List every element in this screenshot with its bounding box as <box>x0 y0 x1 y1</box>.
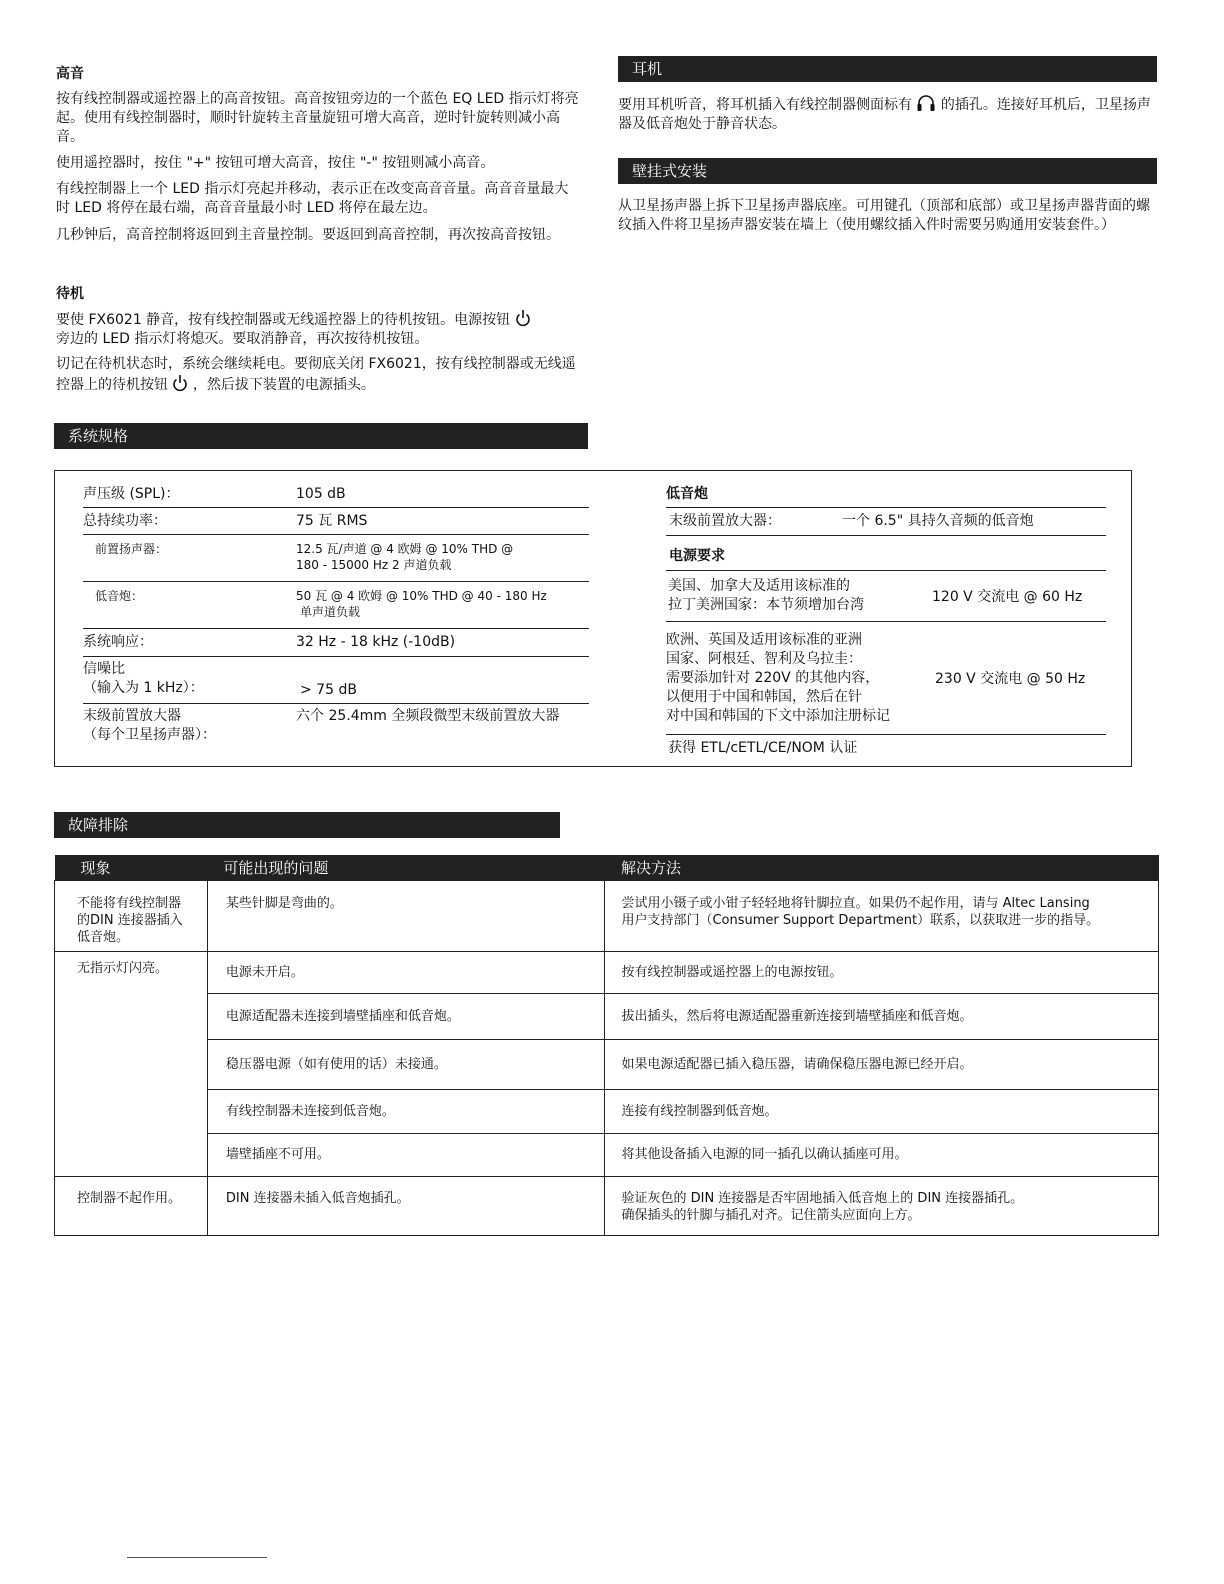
treble-paragraph-4: 几秒钟后，高音控制将返回到主音量控制。要返回到高音控制，再次按高音按钮。 <box>56 227 560 243</box>
us-label-line-2: 拉丁美洲国家：本节须增加台湾 <box>668 597 864 613</box>
subwoofer-value-line-2: 单声道负载 <box>300 605 361 619</box>
column-header-symptom: 现象 <box>55 855 208 881</box>
r4-solution: 如果电源适配器已插入稳压器，请确保稳压器电源已经开启。 <box>605 1040 1159 1090</box>
power-requirements-heading: 电源要求 <box>669 548 725 564</box>
r3-problem: 电源适配器未连接到墙壁插座和低音炮。 <box>207 994 605 1040</box>
troubleshooting-heading: 故障排除 <box>54 812 560 838</box>
column-header-problem: 可能出现的问题 <box>207 855 605 881</box>
eu-label-line-1: 欧洲、英国及适用该标准的亚洲 <box>666 632 862 648</box>
satellite-value-line-1: 12.5 瓦/声道 @ 4 欧姆 @ 10% THD @ <box>296 542 514 556</box>
r6-solution: 将其他设备插入电源的同一插孔以确认插座可用。 <box>605 1134 1159 1177</box>
r1-solution-line-2: 用户支持部门（Consumer Support Department）联系，以获取进一步的指导。 <box>621 913 1100 928</box>
r5-problem: 有线控制器未连接到低音炮。 <box>207 1090 605 1134</box>
r1-problem: 某些针脚是弯曲的。 <box>207 881 605 952</box>
standby-paragraph-2 <box>56 355 580 395</box>
spl-label: 声压级 (SPL)： <box>83 486 180 502</box>
standby-p2-part-a: 切记在待机状态时，系统会继续耗电。要彻底关闭 FX6021，按有线控制器或无线遥控器上的待机按钮 <box>56 356 576 393</box>
subwoofer-value-line-1: 50 瓦 @ 4 欧姆 @ 10% THD @ 40 - 180 Hz <box>296 589 547 603</box>
specs-heading: 系统规格 <box>54 423 588 449</box>
troubleshooting-table <box>54 855 1159 1236</box>
snr-value: > 75 dB <box>300 682 357 698</box>
r1-symptom-line-1: 不能将有线控制器 <box>77 896 182 911</box>
r1-solution-line-1: 尝试用小镊子或小钳子轻轻地将针脚拉直。如果仍不起作用，请与 Altec Lansing <box>621 896 1090 911</box>
r2-symptom: 无指示灯闪亮。 <box>55 952 208 1177</box>
snr-label-line-2: （输入为 1 kHz）： <box>83 680 204 696</box>
treble-paragraph-1: 按有线控制器或遥控器上的高音按钮。高音按钮旁边的一个蓝色 EQ LED 指示灯将亮起。使用有线控制器时，顺时针旋转主音量旋钮可增大高音，逆时针旋转则减小高音。 <box>56 91 579 145</box>
drivers-value: 六个 25.4mm 全频段微型末级前置放大器 <box>296 708 560 724</box>
drivers-label-line-1: 末级前置放大器 <box>83 708 181 724</box>
headphones-paragraph <box>618 94 1158 134</box>
headphones-p1-part-a: 要用耳机听音，将耳机插入有线控制器侧面标有 <box>618 97 912 113</box>
eu-label-line-4: 以便用于中国和韩国，然后在针 <box>666 689 862 705</box>
column-header-solution: 解决方法 <box>605 855 1159 881</box>
wall-mount-heading: 壁挂式安装 <box>618 158 1157 184</box>
r6-problem: 墙壁插座不可用。 <box>207 1134 605 1177</box>
standby-paragraph-1 <box>56 309 586 349</box>
headphones-heading: 耳机 <box>618 56 1157 82</box>
eu-label-line-2: 国家、阿根廷、智利及乌拉圭： <box>666 651 862 667</box>
eu-value: 230 V 交流电 @ 50 Hz <box>935 671 1086 687</box>
r3-solution: 拔出插头，然后将电源适配器重新连接到墙壁插座和低音炮。 <box>605 994 1159 1040</box>
r4-problem: 稳压器电源（如有使用的话）未接通。 <box>207 1040 605 1090</box>
satellite-value-line-2: 180 - 15000 Hz 2 声道负载 <box>296 558 452 572</box>
headphones-icon <box>916 94 936 112</box>
eu-label-line-5: 对中国和韩国的下文中添加注册标记 <box>666 708 890 724</box>
spl-value: 105 dB <box>296 486 346 502</box>
standby-p1-part-b: 旁边的 LED 指示灯将熄灭。要取消静音，再次按待机按钮。 <box>56 331 429 347</box>
total-power-value: 75 瓦 RMS <box>296 513 368 529</box>
standby-p2-part-b: ，然后拔下装置的电源插头。 <box>192 377 375 393</box>
satellite-label: 前置扬声器： <box>95 542 168 556</box>
table-cell <box>55 881 208 952</box>
drivers-label-line-2: （每个卫星扬声器）： <box>83 727 216 743</box>
response-label: 系统响应： <box>83 634 153 650</box>
r1-symptom-line-3: 低音炮。 <box>77 930 130 945</box>
woofer-value: 一个 6.5" 具持久音频的低音炮 <box>842 513 1034 529</box>
subwoofer-label: 低音炮： <box>95 589 144 603</box>
r5-solution: 连接有线控制器到低音炮。 <box>605 1090 1159 1134</box>
r7-solution-line-1: 验证灰色的 DIN 连接器是否牢固地插入低音炮上的 DIN 连接器插孔。 <box>621 1191 1024 1206</box>
certification: 获得 ETL/cETL/CE/NOM 认证 <box>668 740 858 756</box>
standby-heading: 待机 <box>56 286 84 302</box>
table-cell <box>605 881 1159 952</box>
us-label-line-1: 美国、加拿大及适用该标准的 <box>668 578 850 594</box>
r1-symptom-line-2: 的DIN 连接器插入 <box>77 913 183 928</box>
us-value: 120 V 交流电 @ 60 Hz <box>932 589 1083 605</box>
r7-symptom: 控制器不起作用。 <box>55 1177 208 1236</box>
snr-label-line-1: 信噪比 <box>83 661 125 677</box>
r2-solution: 按有线控制器或遥控器上的电源按钮。 <box>605 952 1159 994</box>
wall-mount-paragraph: 从卫星扬声器上拆下卫星扬声器底座。可用键孔（顶部和底部）或卫星扬声器背面的螺纹插入件将卫星扬声器安装在墙上（使用螺纹插入件时需要另购通用安装套件。） <box>618 198 1150 233</box>
treble-heading: 高音 <box>56 66 84 82</box>
power-icon <box>515 309 531 327</box>
headphones-p1-part-b: 的插孔。连接好耳机后，卫星扬声器及低音炮处于静音状态。 <box>618 97 1151 132</box>
treble-paragraph-3: 有线控制器上一个 LED 指示灯亮起并移动，表示正在改变高音音量。高音音量最大时 LED 将停在最右端，高音音量最小时 LED 将停在最左边。 <box>56 181 569 216</box>
r7-solution-line-2: 确保插头的针脚与插孔对齐。记住箭头应面向上方。 <box>621 1208 921 1223</box>
total-power-label: 总持续功率： <box>83 513 167 529</box>
table-cell <box>605 1177 1159 1236</box>
treble-paragraph-2: 使用遥控器时，按住 "+" 按钮可增大高音，按住 "-" 按钮则减小高音。 <box>56 155 495 171</box>
woofer-heading: 低音炮 <box>666 486 708 502</box>
standby-p1-part-a: 要使 FX6021 静音，按有线控制器或无线遥控器上的待机按钮。电源按钮 <box>56 312 511 328</box>
woofer-label: 末级前置放大器： <box>669 513 781 529</box>
footer-rule <box>127 1557 267 1558</box>
r2-problem: 电源未开启。 <box>207 952 605 994</box>
r7-problem: DIN 连接器未插入低音炮插孔。 <box>207 1177 605 1236</box>
specs-box <box>54 470 1132 767</box>
eu-label-line-3: 需要添加针对 220V 的其他内容， <box>666 670 880 686</box>
power-icon <box>172 374 188 392</box>
response-value: 32 Hz - 18 kHz (-10dB) <box>296 634 456 650</box>
